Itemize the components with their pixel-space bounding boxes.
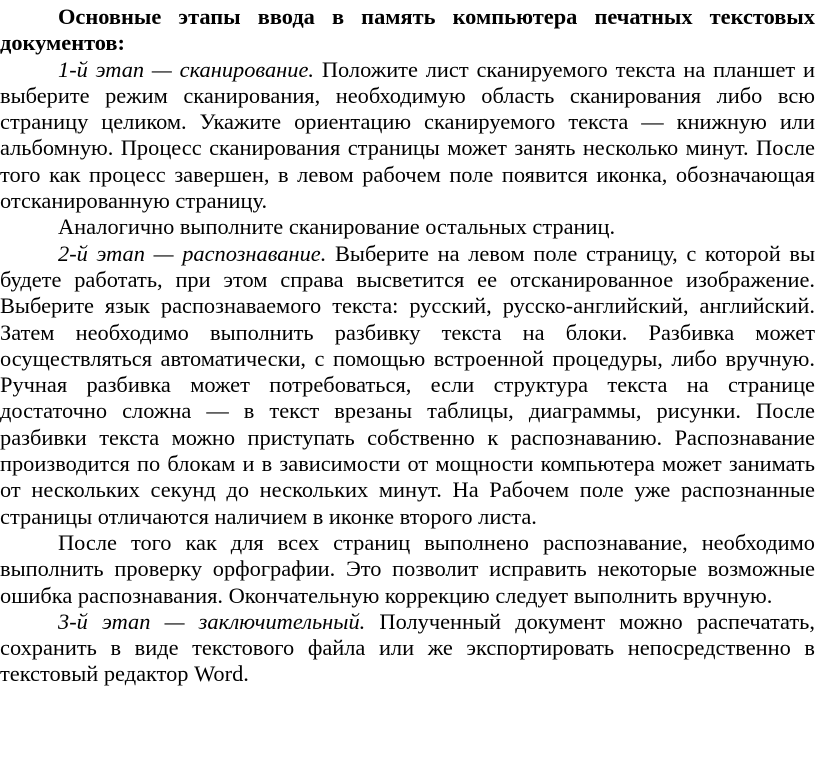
stage-2-text: Выберите на левом поле страницу, с которой вы будете работать, при этом справа высветится ее отсканированное изображение. Выберите язык распознаваемого текста: русский, русско-английский, английский. Затем необходимо выполнить разбивку текста на блоки. Разбивка может осуществляться автоматически, с помощью встроенной процедуры, либо вручную. Ручная разбивка может потребоваться, если структура текста на странице достаточно сложна — в текст врезаны таблицы, диаграммы, рисунки. После разбивки текста можно приступать собственно к распознаванию. Распознавание производится по блокам и в зависимости от мощности компьютера может занимать от нескольких секунд до нескольких минут. На Рабочем поле уже распознанные страницы отличаются наличием в иконке второго листа. <box>0 240 815 529</box>
spell-check-text: После того как для всех страниц выполнено распознавание, необходимо выполнить проверку орфографии. Это позволит исправить некоторые возможные ошибка распознавания. Окончательную коррекцию следует выполнить вручную. <box>0 529 815 608</box>
repeat-scanning-text: Аналогично выполните сканирование остальных страниц. <box>58 214 616 240</box>
paragraph-stage-3 <box>0 609 815 688</box>
stage-1-lead: 1-й этап — сканирование. <box>58 56 315 82</box>
document-heading: Основные этапы ввода в память компьютера печатных текстовых документов: <box>0 4 815 56</box>
stage-3-lead: 3-й этап — заключительный. <box>58 608 366 634</box>
paragraph-repeat-scanning <box>0 214 815 240</box>
paragraph-spell-check <box>0 530 815 609</box>
stage-3-text: Полученный документ можно распечатать, сохранить в виде текстового файла или же экспортировать непосредственно в текстовый редактор Word. <box>0 608 815 687</box>
stage-2-lead: 2-й этап — распознавание. <box>58 240 327 266</box>
stage-1-text: Положите лист сканируемого текста на планшет и выберите режим сканирования, необходимую область сканирования либо всю страницу целиком. Укажите ориентацию сканируемого текста — книжную или альбомную. Процесс сканирования страницы может занять несколько минут. После того как процесс завершен, в левом рабочем поле появится иконка, обозначающая отсканированную страницу. <box>0 56 815 214</box>
paragraph-stage-2 <box>0 241 815 530</box>
paragraph-stage-1 <box>0 57 815 215</box>
